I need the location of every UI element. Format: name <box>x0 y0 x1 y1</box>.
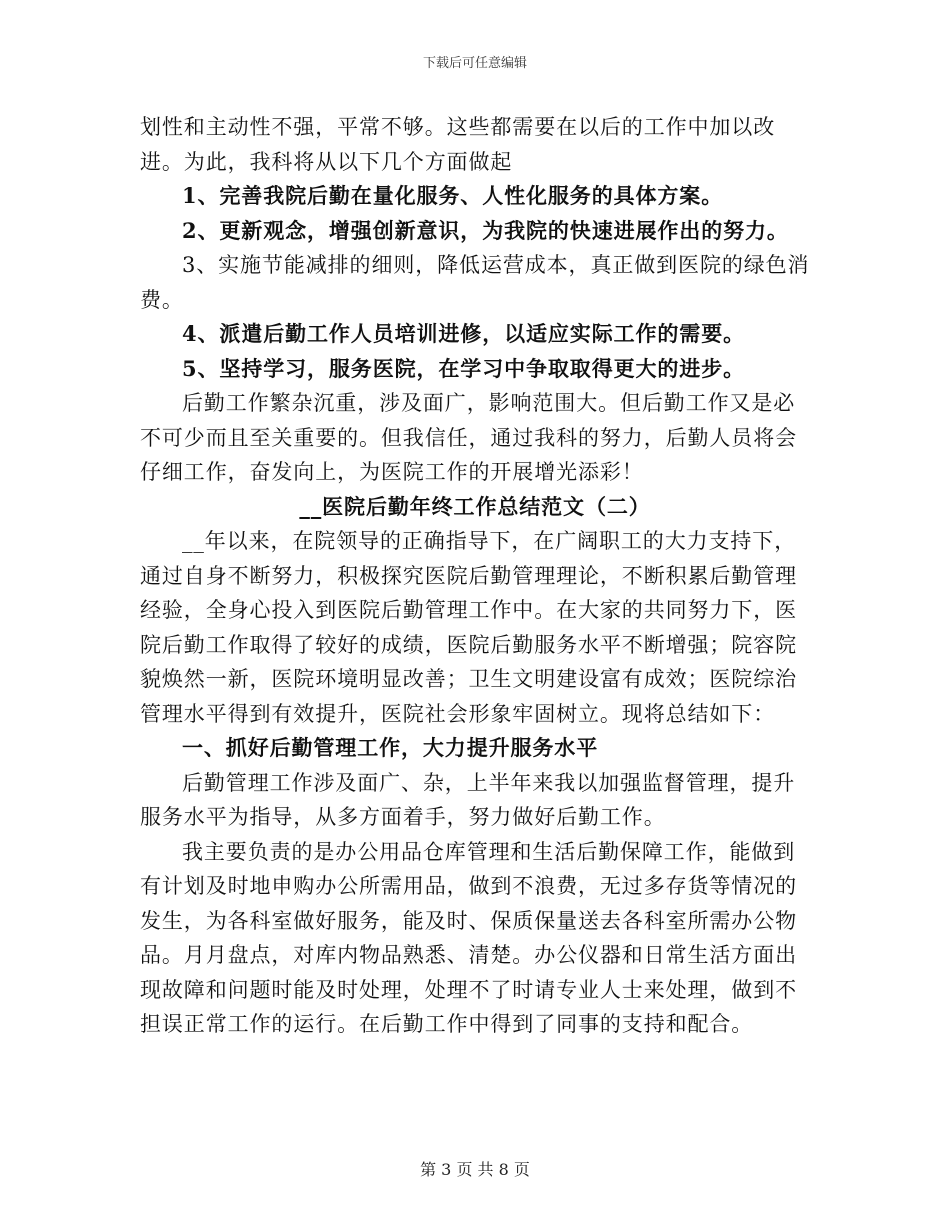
closing-paragraph: 后勤工作繁杂沉重，涉及面广，影响范围大。但后勤工作又是必不可少而且至关重要的。但我信任，通过我科的努力，后勤人员将会仔细工作，奋发向上，为医院工作的开展增光添彩！ <box>140 391 797 484</box>
body-paragraph-1: 后勤管理工作涉及面广、杂，上半年来我以加强监督管理，提升服务水平为指导，从多方面着手，努力做好后勤工作。 <box>140 770 796 829</box>
intro-paragraph: __年以来，在院领导的正确指导下，在广阔职工的大力支持下，通过自身不断努力，积极探究医院后勤管理理论，不断积累后勤管理经验，全身心投入到医院后勤管理工作中。在大家的共同努力下，医院后勤工作取得了较好的成绩，医院后勤服务水平不断增强；院容院貌焕然一新，医院环境明显改善；卫生文明建设富有成效；医院综治管理水平得到有效提升，医院社会形象牢固树立。现将总结如下： <box>140 529 797 726</box>
body-paragraph-2: 我主要负责的是办公用品仓库管理和生活后勤保障工作，能做到有计划及时地申购办公所需用品，做到不浪费，无过多存货等情况的发生，为各科室做好服务，能及时、保质保量送去各科室所需办公物品。月月盘点，对库内物品熟悉、清楚。办公仪器和日常生活方面出现故障和问题时能及时处理，处理不了时请专业人士来处理，做到不担误正常工作的运行。在后勤工作中得到了同事的支持和配合。 <box>140 839 797 1036</box>
list-item-5: 5、坚持学习，服务医院，在学习中争取取得更大的进步。 <box>182 355 746 381</box>
header-note: 下载后可任意编辑 <box>422 56 527 71</box>
paragraph-continuation: 划性和主动性不强，平常不够。这些都需要在以后的工作中加以改进。为此，我科将从以下几个方面做起 <box>140 115 776 174</box>
list-item-3: 3、实施节能减排的细则，降低运营成本，真正做到医院的绿色消费。 <box>140 253 810 312</box>
section-title: __医院后勤年终工作总结范文（二） <box>299 493 651 519</box>
list-item-4: 4、派遣后勤工作人员培训进修，以适应实际工作的需要。 <box>182 321 746 346</box>
list-item-1: 1、完善我院后勤在量化服务、人性化服务的具体方案。 <box>182 183 724 208</box>
subheading-1: 一、抓好后勤管理工作，大力提升服务水平 <box>182 735 599 760</box>
document-body <box>140 110 810 1042</box>
page-indicator: 第 3 页 共 8 页 <box>420 1160 530 1179</box>
list-item-2: 2、更新观念，增强创新意识，为我院的快速进展作出的努力。 <box>182 217 789 243</box>
